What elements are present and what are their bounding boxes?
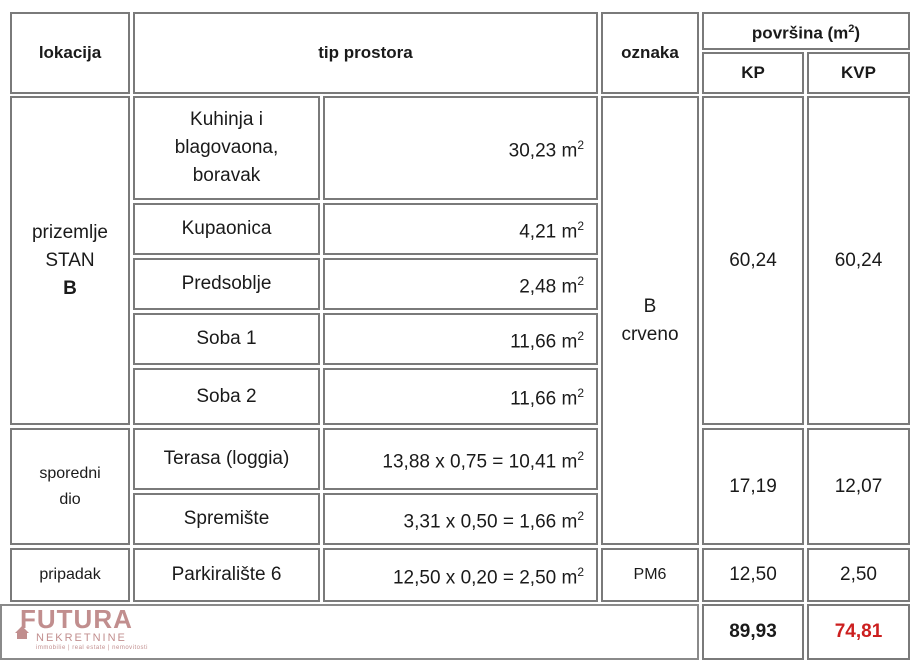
futura-nekretnine-watermark	[14, 604, 162, 652]
header-tip-prostora: tip prostora	[133, 12, 598, 94]
oznaka-pm6: PM6	[601, 548, 699, 602]
room-name-spremiste: Spremište	[133, 493, 320, 545]
room-name-parkiraliste: Parkiralište 6	[133, 548, 320, 602]
watermark-brand: FUTURA	[20, 604, 133, 634]
location-sporedni-dio: sporedni dio	[10, 428, 130, 545]
header-kp: KP	[702, 52, 804, 94]
header-povrsina: površina $(m^2)$	[702, 12, 910, 50]
total-kvp: 74,81	[807, 604, 910, 660]
oznaka-b-crveno: B crveno	[601, 96, 699, 545]
watermark-tagline: immobilie | real estate | nemovitosti	[36, 645, 148, 651]
header-lokacija: lokacija	[10, 12, 130, 94]
location-prizemlje: prizemlje STAN B	[10, 96, 130, 425]
room-area-spremiste: 3,31 x 0,50 = 1,66 $m^2$	[323, 493, 598, 545]
room-area-terasa: 13,88 x 0,75 = 10,41 $m^2$	[323, 428, 598, 490]
room-name-kuhinja: Kuhinja i blagovaona, boravak	[133, 96, 320, 200]
room-name-soba-1: Soba 1	[133, 313, 320, 365]
prizemlje-kvp: 60,24	[807, 96, 910, 425]
room-area-predsoblje: 2,48 $m^2$	[323, 258, 598, 310]
room-area-parkiraliste: 12,50 x 0,20 = 2,50 $m^2$	[323, 548, 598, 602]
prizemlje-kp: 60,24	[702, 96, 804, 425]
watermark-sub: NEKRETNINE	[36, 632, 127, 644]
pripadak-kp: 12,50	[702, 548, 804, 602]
header-oznaka: oznaka	[601, 12, 699, 94]
sporedni-kvp: 12,07	[807, 428, 910, 545]
header-kvp: KVP	[807, 52, 910, 94]
room-name-soba-2: Soba 2	[133, 368, 320, 425]
room-name-kupaonica: Kupaonica	[133, 203, 320, 255]
total-kp: 89,93	[702, 604, 804, 660]
pripadak-kvp: 2,50	[807, 548, 910, 602]
room-area-soba-2: 11,66 $m^2$	[323, 368, 598, 425]
sporedni-kp: 17,19	[702, 428, 804, 545]
room-name-terasa: Terasa (loggia)	[133, 428, 320, 490]
room-area-kupaonica: 4,21 $m^2$	[323, 203, 598, 255]
room-area-kuhinja: 30,23 $m^2$	[323, 96, 598, 200]
location-pripadak: pripadak	[10, 548, 130, 602]
room-area-soba-1: 11,66 $m^2$	[323, 313, 598, 365]
room-name-predsoblje: Predsoblje	[133, 258, 320, 310]
